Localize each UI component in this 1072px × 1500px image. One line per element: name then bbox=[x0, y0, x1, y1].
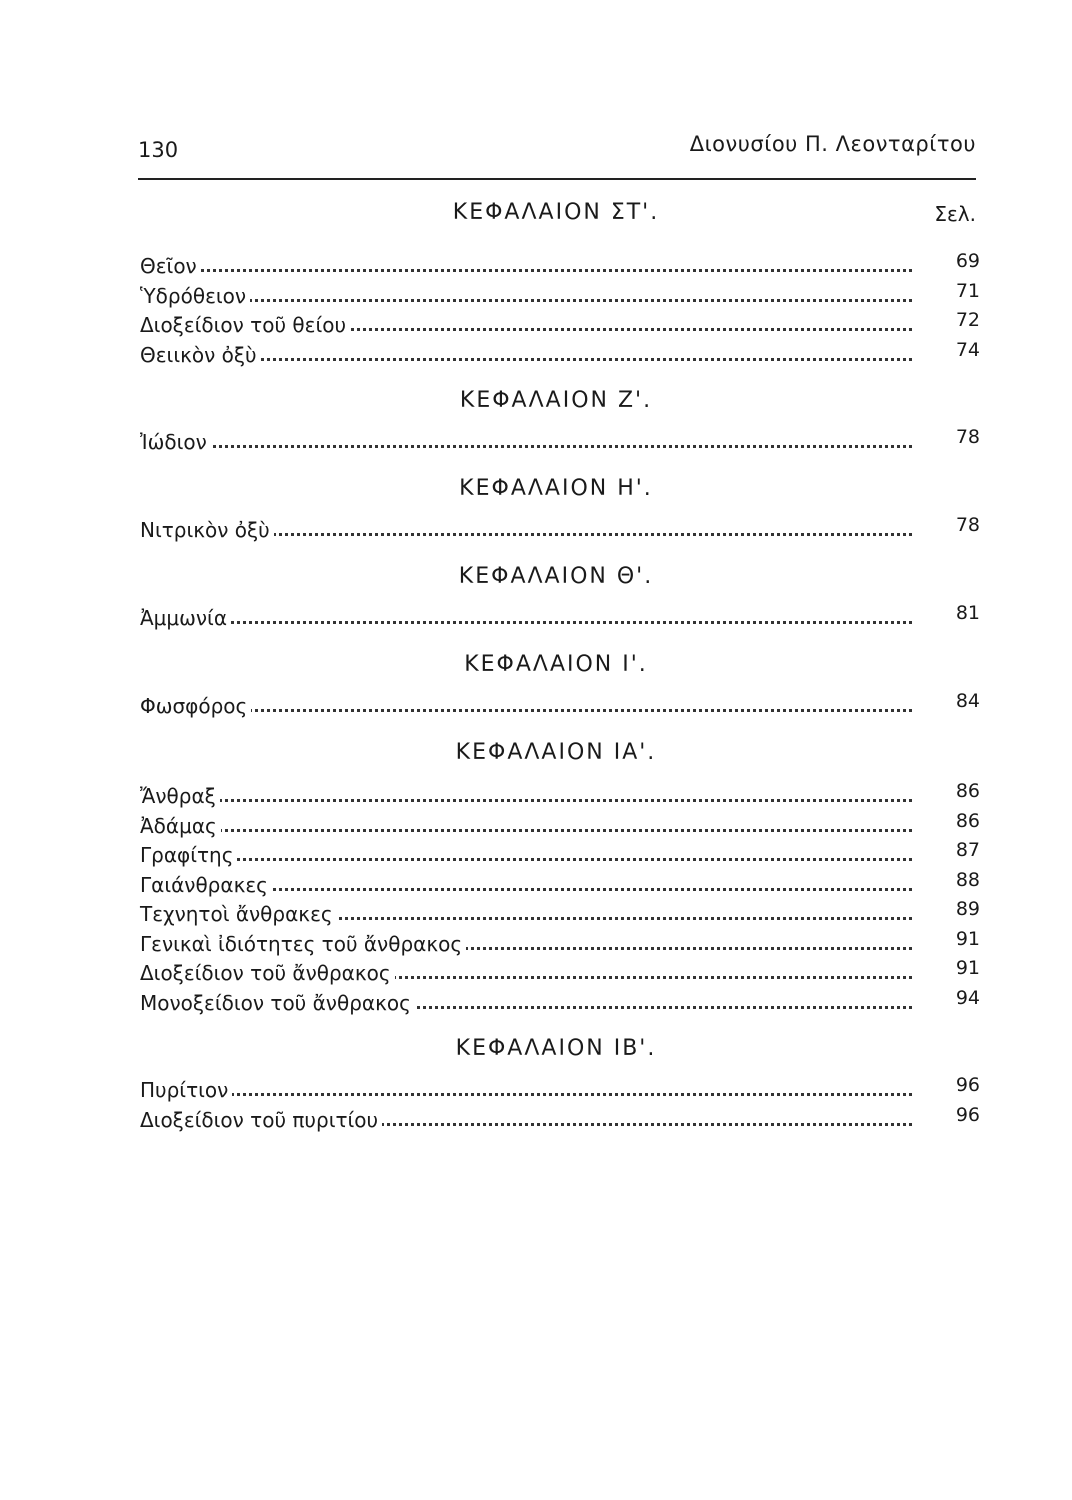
toc-entry-label: Φωσφόρος bbox=[140, 694, 251, 718]
toc-entry-page: 78 bbox=[955, 426, 980, 448]
chapter-title: ΚΕΦΑΛΑΙΟΝ Η'. bbox=[459, 476, 653, 501]
toc-entry bbox=[140, 1074, 980, 1102]
chapter-title: ΚΕΦΑΛΑΙΟΝ ΙΒ'. bbox=[455, 1036, 657, 1061]
toc-entry-label: Θειικὸν ὀξὺ bbox=[140, 343, 261, 367]
toc-entry bbox=[140, 514, 980, 542]
toc-entry-label: Γαιάνθρακες bbox=[140, 873, 272, 897]
header-rule bbox=[138, 178, 976, 180]
toc-entry bbox=[140, 898, 980, 926]
toc-entry-label: Μονοξείδιον τοῦ ἄνθρακος bbox=[140, 991, 415, 1015]
toc-entry-label: Πυρίτιον bbox=[140, 1078, 232, 1102]
toc-entry-page: 88 bbox=[955, 868, 980, 891]
toc-entry-page: 91 bbox=[955, 927, 980, 950]
toc-entry-label: Διοξείδιον τοῦ ἄνθρακος bbox=[140, 961, 395, 985]
toc-entry-page: 91 bbox=[955, 957, 980, 979]
toc-entry bbox=[140, 810, 980, 838]
toc-entry-page: 94 bbox=[955, 986, 980, 1009]
page-header bbox=[138, 132, 976, 168]
page-number: 130 bbox=[138, 138, 179, 162]
toc-entry bbox=[140, 869, 980, 897]
toc-entry bbox=[140, 339, 980, 367]
dot-leader bbox=[140, 858, 912, 861]
dot-leader bbox=[140, 1093, 912, 1096]
toc-entry bbox=[140, 690, 980, 718]
chapter-title: ΚΕΦΑΛΑΙΟΝ Θ'. bbox=[458, 564, 654, 589]
toc-entry-label: Νιτρικὸν ὀξὺ bbox=[140, 518, 274, 542]
dot-leader bbox=[140, 269, 912, 272]
toc-entry bbox=[140, 309, 980, 337]
dot-leader bbox=[140, 621, 912, 624]
chapter-title: ΚΕΦΑΛΑΙΟΝ ΙΑ'. bbox=[455, 740, 657, 765]
dot-leader bbox=[140, 709, 912, 712]
toc-entry-label: Ἀμμωνία bbox=[140, 606, 231, 630]
toc-entry bbox=[140, 250, 980, 278]
toc-entry bbox=[140, 928, 980, 956]
toc-entry bbox=[140, 280, 980, 308]
toc-entry-page: 86 bbox=[955, 780, 980, 802]
toc-entry-page: 96 bbox=[955, 1103, 980, 1126]
toc-entry bbox=[140, 1104, 980, 1132]
chapter-title: ΚΕΦΑΛΑΙΟΝ Ι'. bbox=[464, 652, 648, 677]
toc-entry-page: 89 bbox=[955, 898, 980, 920]
toc-entry bbox=[140, 780, 980, 808]
chapter-title: ΚΕΦΑΛΑΙΟΝ Ζ'. bbox=[459, 388, 653, 413]
dot-leader bbox=[140, 799, 912, 802]
dot-leader bbox=[140, 299, 912, 302]
running-title: Διονυσίου Π. Λεονταρίτου bbox=[689, 132, 976, 156]
toc-entry-label: Γραφίτης bbox=[140, 843, 237, 867]
toc-entry-page: 78 bbox=[955, 514, 980, 536]
toc-entry-page: 72 bbox=[955, 309, 980, 331]
toc-entry-page: 87 bbox=[955, 839, 980, 861]
dot-leader bbox=[140, 829, 912, 832]
toc-entry-page: 96 bbox=[955, 1074, 980, 1096]
toc-entry bbox=[140, 987, 980, 1015]
toc-entry bbox=[140, 839, 980, 867]
dot-leader bbox=[140, 445, 912, 448]
toc-entry-page: 81 bbox=[955, 602, 980, 624]
toc-entry-label: Θεῖον bbox=[140, 254, 201, 278]
toc-entry-label: Διοξείδιον τοῦ πυριτίου bbox=[140, 1108, 382, 1132]
toc-entry-page: 71 bbox=[955, 279, 980, 302]
toc-entry-label: Γενικαὶ ἰδιότητες τοῦ ἄνθρακος bbox=[140, 932, 466, 956]
toc-entry bbox=[140, 957, 980, 985]
toc-entry-page: 74 bbox=[955, 338, 980, 361]
toc-entry-label: Ἰώδιον bbox=[140, 430, 211, 454]
page-column-label: Σελ. bbox=[934, 202, 976, 226]
toc-entry bbox=[140, 602, 980, 630]
toc-entry-label: Ἄνθραξ bbox=[140, 784, 220, 808]
toc-entry-label: Διοξείδιον τοῦ θείου bbox=[140, 313, 350, 337]
toc-entry-page: 86 bbox=[955, 809, 980, 832]
chapter-title: ΚΕΦΑΛΑΙΟΝ ΣΤ'. bbox=[452, 200, 660, 225]
toc-entry-label: Ἀδάμας bbox=[140, 814, 221, 838]
toc-entry bbox=[140, 426, 980, 454]
toc-entry-page: 84 bbox=[955, 690, 980, 712]
toc-entry-label: Ὑδρόθειον bbox=[140, 284, 250, 308]
toc-entry-page: 69 bbox=[955, 250, 980, 272]
toc-entry-label: Τεχνητοὶ ἄνθρακες bbox=[140, 902, 337, 926]
